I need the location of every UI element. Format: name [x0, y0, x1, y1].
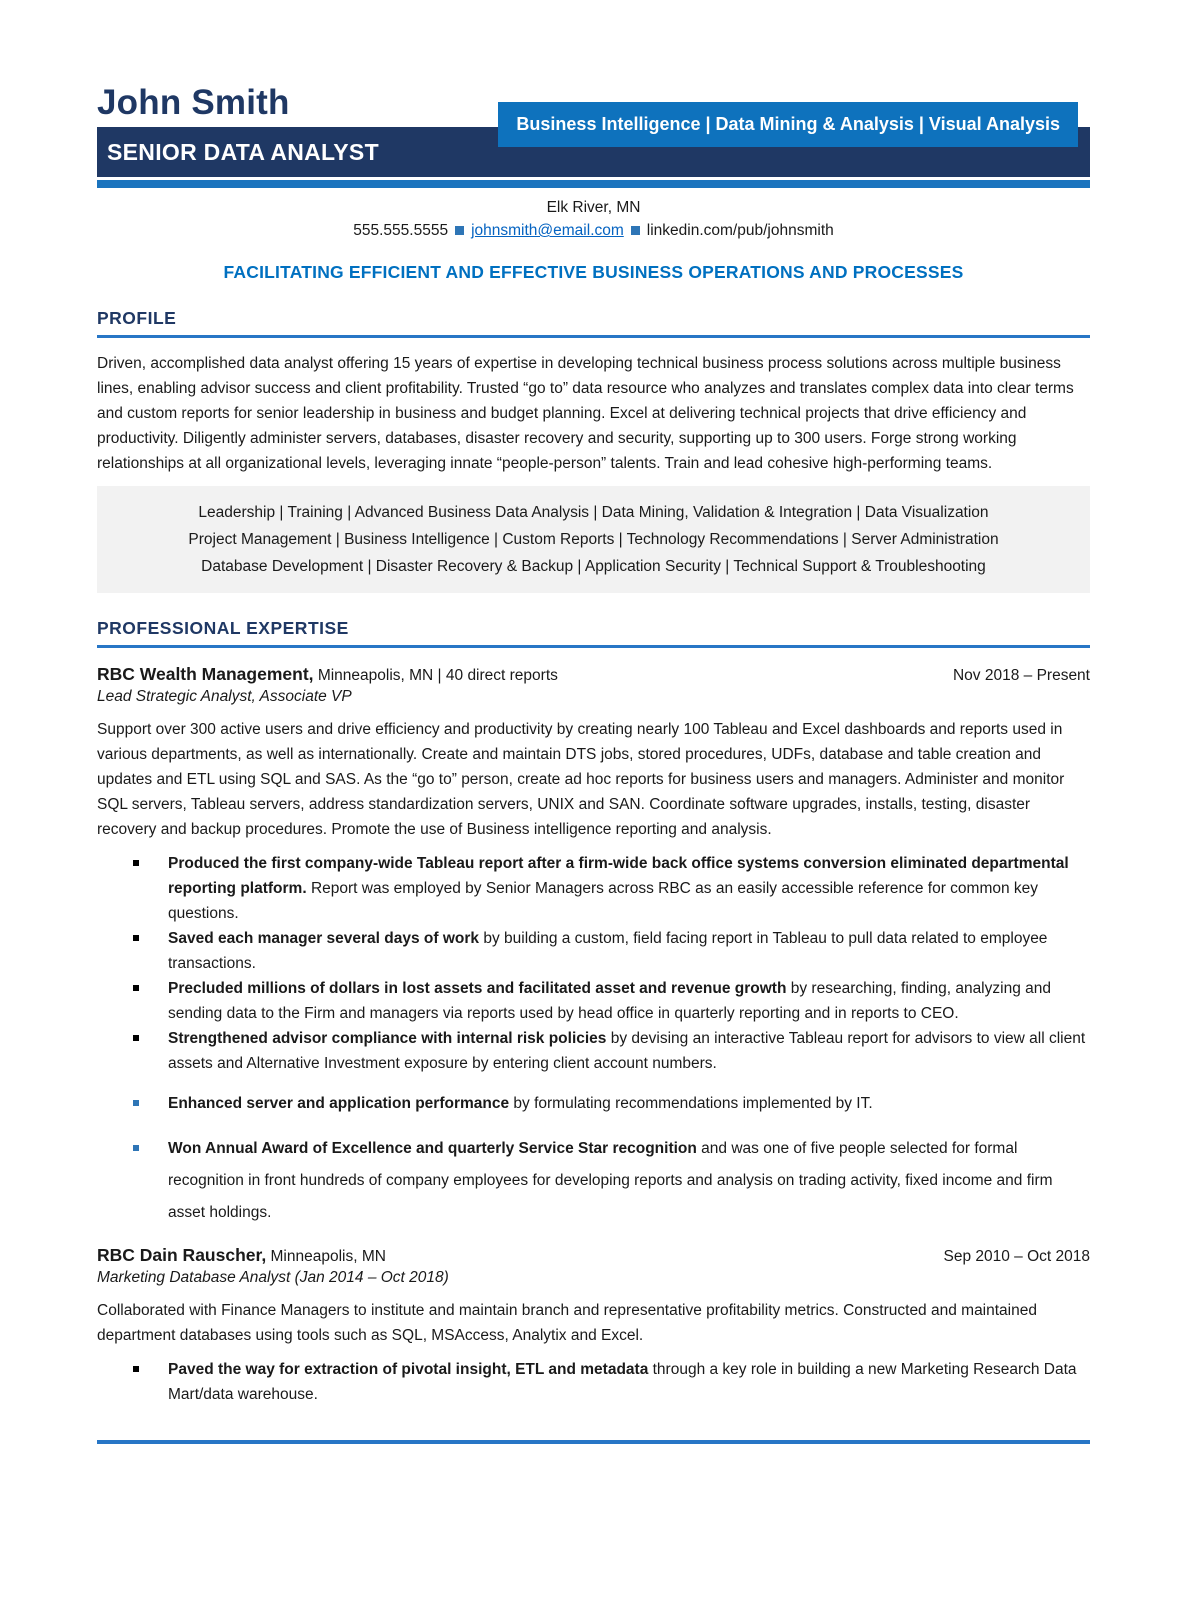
contact-phone: 555.555.5555 [353, 222, 449, 239]
job-bullets [97, 851, 1090, 1229]
job-dates: Nov 2018 – Present [952, 667, 1090, 684]
bullet-square-icon [133, 1100, 139, 1106]
resume-header [97, 82, 1090, 188]
achievement-detail: by researching, finding, analyzing and sending data to the Firm and managers via reports used by head office in quarterly reporting and in reports to CEO. [168, 980, 1051, 1022]
branding-headline: FACILITATING EFFICIENT AND EFFECTIVE BUSINESS OPERATIONS AND PROCESSES [223, 262, 964, 282]
bullet-square-icon [133, 1035, 139, 1041]
achievement-lead: Enhanced server and application performance [168, 1095, 510, 1112]
achievement-lead: Produced the first company-wide Tableau report after a firm-wide back office systems conversion eliminated departmental reporting platform. [168, 855, 1069, 897]
experience-heading: PROFESSIONAL EXPERTISE [97, 618, 1090, 648]
bullet-square-icon [133, 985, 139, 991]
skills-line: Project Management | Business Intelligence | Custom Reports | Technology Recommendations | Server Administration [188, 531, 999, 548]
achievement-lead: Saved each manager several days of work [168, 930, 480, 947]
job-header [97, 1245, 1090, 1266]
achievement-item [97, 976, 1090, 1026]
header-bars [97, 114, 1090, 177]
achievement-item [97, 1091, 1090, 1116]
contact-location: Elk River, MN [546, 199, 641, 216]
contact-block [97, 196, 1090, 242]
company-meta: Minneapolis, MN | 40 direct reports [313, 667, 558, 684]
achievement-detail: by building a custom, field facing report in Tableau to pull data related to employee transactions. [168, 930, 1048, 972]
skills-line: Leadership | Training | Advanced Business Data Analysis | Data Mining, Validation & Integration | Data Visualization [198, 504, 989, 521]
job-role: Lead Strategic Analyst, Associate VP [97, 688, 352, 705]
achievement-detail: and was one of five people selected for formal recognition in front hundreds of company employees for developing reports and analysis on trading activity, fixed income and firm asset holdings. [168, 1140, 1053, 1221]
skills-box [97, 486, 1090, 593]
experience-section [97, 618, 1090, 1407]
job-company-line [97, 1245, 386, 1266]
contact-email-link[interactable]: johnsmith@email.com [471, 222, 624, 239]
achievement-detail: by formulating recommendations implemented by IT. [509, 1095, 873, 1112]
bullet-square-icon [133, 935, 139, 941]
job-entry [97, 1245, 1090, 1407]
bullet-square-icon [133, 860, 139, 866]
contact-line [97, 219, 1090, 242]
job-summary: Support over 300 active users and drive efficiency and productivity by creating nearly 100 Tableau and Excel dashboards and reports used in various departments, as well as internationally. Create and maintain DTS jobs, stored procedures, UDFs, database and table creation and updates and ETL using SQL and SAS. As the “go to” person, create ad hoc reports for business users and managers. Administer and monitor SQL servers, Tableau servers, address standardization servers, UNIX and SAN. Coordinate software upgrades, installs, testing, disaster recovery and backup procedures. Promote the use of Business intelligence reporting and analysis. [97, 721, 1065, 838]
specialties-badge: Business Intelligence | Data Mining & Analysis | Visual Analysis [498, 102, 1078, 147]
page-bottom-rule [97, 1440, 1090, 1444]
job-company-line [97, 664, 558, 685]
achievement-detail: Report was employed by Senior Managers across RBC as an easily accessible reference for common key questions. [168, 880, 1039, 922]
job-header [97, 664, 1090, 685]
profile-summary: Driven, accomplished data analyst offering 15 years of expertise in developing technical business process solutions across multiple business lines, enabling advisor success and client profitability. Trusted “go to” data resource who analyzes and translates complex data into clear terms and custom reports for senior leadership in business and budget planning. Excel at delivering technical projects that drive efficiency and productivity. Diligently administer servers, databases, disaster recovery and security, supporting up to 300 users. Forge strong working relationships at all organizational levels, leveraging innate “people-person” talents. Train and lead cohesive high-performing teams. [97, 355, 1074, 472]
job-summary: Collaborated with Finance Managers to institute and maintain branch and representative profitability metrics. Constructed and maintained department databases using tools such as SQL, MSAccess, Analytix and Excel. [97, 1302, 1037, 1344]
job-role: Marketing Database Analyst (Jan 2014 – Oct 2018) [97, 1269, 449, 1286]
separator-square-icon [455, 226, 464, 235]
achievement-lead: Precluded millions of dollars in lost assets and facilitated asset and revenue growth [168, 980, 787, 997]
job-title: SENIOR DATA ANALYST [107, 138, 379, 165]
company-name: RBC Dain Rauscher, [97, 1245, 267, 1265]
profile-section [97, 308, 1090, 593]
achievement-detail: by devising an interactive Tableau report for advisors to view all client assets and Alternative Investment exposure by entering client account numbers. [168, 1030, 1086, 1072]
resume-page [0, 82, 1187, 1444]
achievement-item [97, 1026, 1090, 1076]
profile-heading: PROFILE [97, 308, 1090, 338]
job-entry [97, 664, 1090, 1229]
bullet-square-icon [133, 1145, 139, 1151]
separator-square-icon [631, 226, 640, 235]
person-name: John Smith [97, 83, 290, 122]
company-meta: Minneapolis, MN [266, 1248, 386, 1265]
achievement-lead: Paved the way for extraction of pivotal insight, ETL and metadata [168, 1361, 649, 1378]
achievement-item [97, 926, 1090, 976]
accent-strip [97, 180, 1090, 188]
achievement-detail: through a key role in building a new Marketing Research Data Mart/data warehouse. [168, 1361, 1077, 1403]
achievement-item [97, 1357, 1090, 1407]
achievement-lead: Won Annual Award of Excellence and quarterly Service Star recognition [168, 1140, 697, 1157]
achievement-item [97, 851, 1090, 926]
job-dates: Sep 2010 – Oct 2018 [943, 1248, 1090, 1265]
achievement-item [97, 1133, 1090, 1229]
skills-line: Database Development | Disaster Recovery & Backup | Application Security | Technical Support & Troubleshooting [201, 558, 986, 575]
bullet-square-icon [133, 1366, 139, 1372]
job-bullets [97, 1357, 1090, 1407]
company-name: RBC Wealth Management, [97, 664, 314, 684]
contact-linkedin: linkedin.com/pub/johnsmith [646, 222, 834, 239]
achievement-lead: Strengthened advisor compliance with internal risk policies [168, 1030, 607, 1047]
